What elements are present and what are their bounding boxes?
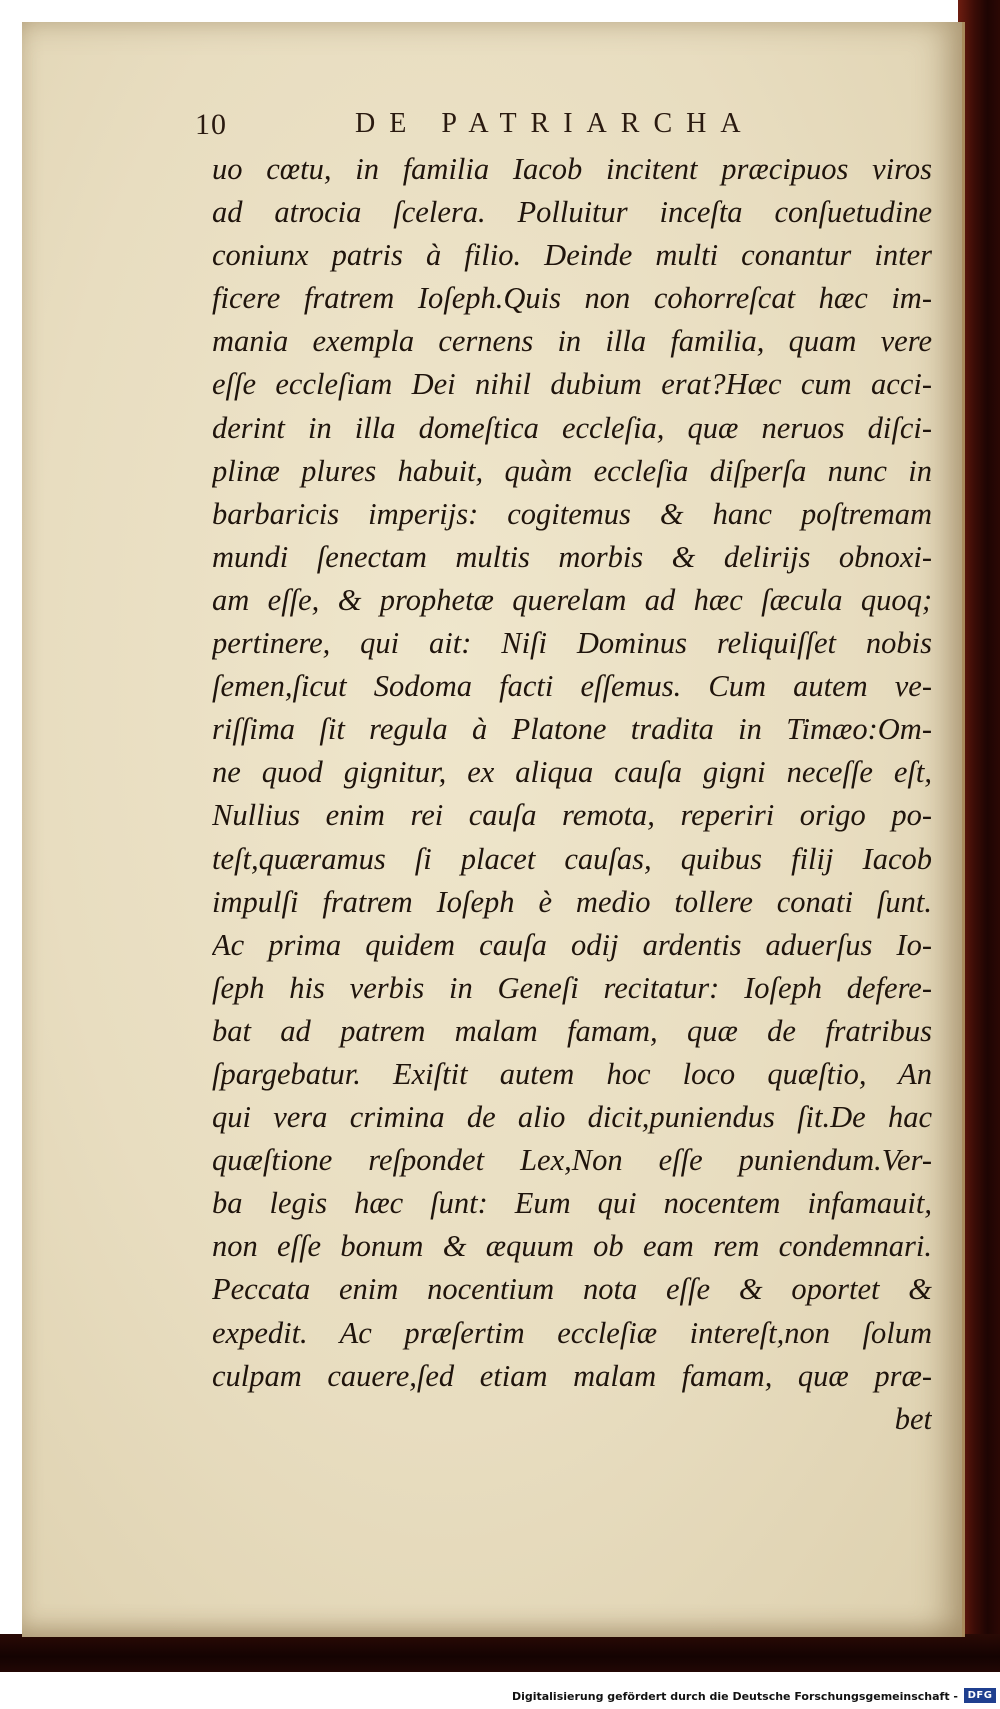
text-line: uo cœtu, in familia Iacob incitent præcipuos viros	[212, 152, 932, 186]
text-line: culpam cauere,ſed etiam malam famam, quæ præ-	[212, 1358, 932, 1393]
running-head	[195, 108, 935, 152]
dfg-logo: DFG	[964, 1688, 996, 1703]
text-line: pertinere, qui ait: Niſi Dominus reliquiſſet nobis	[212, 626, 932, 661]
text-line: teſt,quæramus ſi placet cauſas, quibus filij Iacob	[212, 841, 932, 876]
text-line: ne quod gignitur, ex aliqua cauſa gigni neceſſe eſt,	[212, 755, 932, 790]
catchword: bet	[894, 1401, 932, 1436]
text-line: ficere fratrem Ioſeph.Quis non cohorreſcat hæc im-	[212, 281, 932, 316]
running-title: DE PATRIARCHA	[355, 108, 755, 139]
text-line: non eſſe bonum & æquum ob eam rem condemnari.	[212, 1229, 932, 1264]
text-line: ſpargebatur. Exiſtit autem hoc loco quæſtio, An	[212, 1056, 932, 1091]
text-line: derint in illa domeſtica eccleſia, quæ neruos diſci-	[212, 410, 932, 445]
text-line: am eſſe, & prophetæ querelam ad hæc ſæcula quoq;	[212, 582, 932, 617]
text-line: Ac prima quidem cauſa odij ardentis aduerſus Io-	[212, 927, 932, 962]
text-line: ad atrocia ſcelera. Polluitur inceſta conſuetudine	[212, 195, 932, 230]
text-line: ba legis hæc ſunt: Eum qui nocentem infamauit,	[212, 1186, 932, 1221]
text-line: eſſe eccleſiam Dei nihil dubium erat?Hæc cum acci-	[212, 367, 932, 402]
funding-credit: Digitalisierung gefördert durch die Deutsche Forschungsgemeinschaft -	[511, 1690, 958, 1703]
book-bottom-edge	[0, 1634, 1000, 1672]
text-line: quæſtione reſpondet Lex,Non eſſe puniendum.Ver-	[212, 1143, 932, 1178]
text-line: riſſima ſit regula à Platone tradita in Timæo:Om-	[212, 712, 932, 747]
text-line: bat ad patrem malam famam, quæ de fratribus	[212, 1013, 932, 1048]
text-line: plinæ plures habuit, quàm eccleſia diſperſa nunc in	[212, 453, 932, 488]
body-text	[212, 148, 932, 1441]
text-line: mundi ſenectam multis morbis & delirijs obnoxi-	[212, 539, 932, 574]
text-line: Nullius enim rei cauſa remota, reperiri origo po-	[212, 798, 932, 833]
text-line: impulſi fratrem Ioſeph è medio tollere conati ſunt.	[212, 884, 932, 919]
text-line: barbaricis imperijs: cogitemus & hanc poſtremam	[212, 496, 932, 531]
text-line: mania exempla cernens in illa familia, quam vere	[212, 324, 932, 359]
text-line: ſeph his verbis in Geneſi recitatur: Ioſeph defere-	[212, 970, 932, 1005]
text-line: Peccata enim nocentium nota eſſe & oportet &	[212, 1272, 932, 1307]
text-line: ſemen,ſicut Sodoma facti eſſemus. Cum autem ve-	[212, 669, 932, 704]
page-number: 10	[195, 108, 227, 141]
text-line: expedit. Ac præſertim eccleſiæ intereſt,non ſolum	[212, 1315, 932, 1350]
text-line: coniunx patris à filio. Deinde multi conantur inter	[212, 238, 932, 273]
text-line: qui vera crimina de alio dicit,puniendus ſit.De hac	[212, 1100, 932, 1135]
